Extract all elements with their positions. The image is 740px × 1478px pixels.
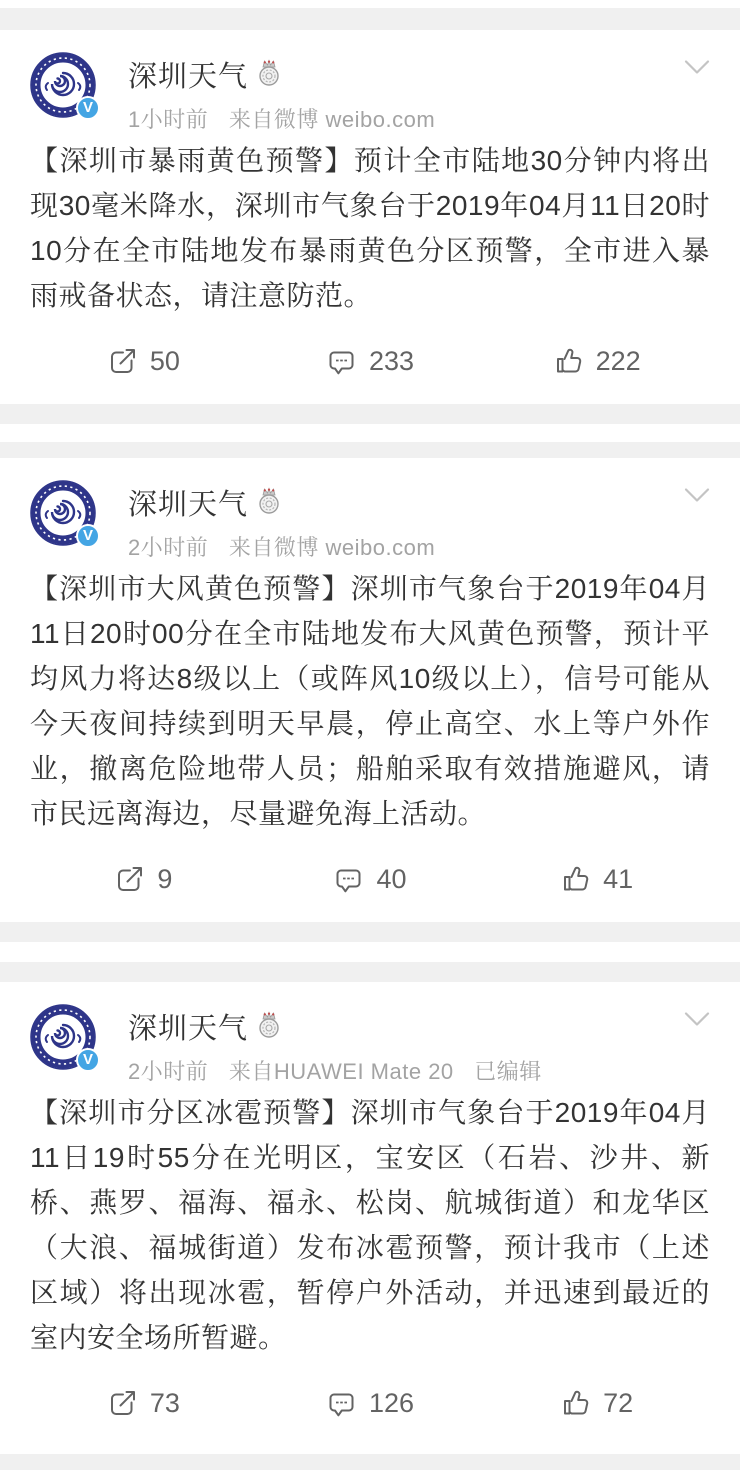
- post-text: 【深圳市大风黄色预警】深圳市气象台于2019年04月11日20时00分在全市陆地发布大风黄色预警，预计平均风力将达8级以上（或阵风10级以上），信号可能从今天夜间持续到明天早晨，停止高空、水上等户外作业，撤离危险地带人员；船舶采取有效措施避风，请市民远离海边，尽量避免海上活动。: [30, 573, 710, 829]
- comment-button[interactable]: [257, 1376, 484, 1430]
- repost-button[interactable]: [30, 1376, 257, 1430]
- action-bar: [30, 326, 710, 396]
- like-icon: [560, 1388, 591, 1418]
- separator: [0, 922, 740, 942]
- like-button[interactable]: [483, 334, 710, 388]
- separator: [0, 1446, 740, 1454]
- separator: [0, 942, 740, 962]
- top-margin: [0, 0, 740, 8]
- separator: [0, 442, 740, 458]
- post-meta: [128, 103, 449, 134]
- repost-count: 9: [157, 863, 173, 894]
- repost-count: 50: [149, 345, 180, 376]
- post-source[interactable]: 来自HUAWEI Mate 20: [228, 1059, 454, 1084]
- verified-badge-icon: V: [76, 1048, 100, 1072]
- repost-button[interactable]: [30, 852, 257, 906]
- author-name[interactable]: 深圳天气: [128, 1013, 249, 1045]
- post-header: [30, 1004, 710, 1084]
- comment-count: 40: [376, 863, 407, 894]
- comment-icon: [326, 346, 357, 376]
- comment-button[interactable]: [257, 852, 484, 906]
- like-button[interactable]: [483, 852, 710, 906]
- comment-count: 126: [368, 1387, 415, 1418]
- avatar[interactable]: [30, 52, 96, 118]
- action-bar: [30, 844, 710, 914]
- post-text: 【深圳市暴雨黄色预警】预计全市陆地30分钟内将出现30毫米降水，深圳市气象台于2019年04月11日20时10分在全市陆地发布暴雨黄色分区预警，全市进入暴雨戒备状态，请注意防范。: [30, 145, 710, 311]
- post-header: [30, 480, 710, 560]
- weibo-post-card: [0, 982, 740, 1446]
- verified-badge-icon: V: [76, 524, 100, 548]
- separator: [0, 8, 740, 30]
- separator: [0, 424, 740, 442]
- repost-icon: [107, 346, 138, 376]
- bottom-margin: [0, 1470, 740, 1478]
- post-time: 2小时前: [128, 535, 209, 560]
- verified-badge-icon: V: [76, 96, 100, 120]
- separator: [0, 1454, 740, 1470]
- separator: [0, 962, 740, 982]
- like-button[interactable]: [483, 1376, 710, 1430]
- post-header: [30, 52, 710, 132]
- repost-icon: [107, 1388, 138, 1418]
- author-block: [128, 1004, 542, 1086]
- post-meta: [128, 1055, 542, 1086]
- like-count: 41: [603, 863, 634, 894]
- repost-icon: [114, 864, 145, 894]
- action-bar: [30, 1368, 710, 1438]
- author-name[interactable]: 深圳天气: [128, 489, 249, 521]
- post-source[interactable]: 来自微博 weibo.com: [228, 107, 436, 132]
- like-icon: [553, 346, 584, 376]
- separator: [0, 404, 740, 424]
- author-name[interactable]: 深圳天气: [128, 61, 249, 93]
- avatar[interactable]: [30, 480, 96, 546]
- medal-icon: [256, 1011, 282, 1038]
- post-text: 【深圳市分区冰雹预警】深圳市气象台于2019年04月11日19时55分在光明区，宝安区（石岩、沙井、新桥、燕罗、福海、福永、松岗、航城街道）和龙华区（大浪、福城街道）发布冰雹预警，预计我市（上述区域）将出现冰雹，暂停户外活动，并迅速到最近的室内安全场所暂避。: [30, 1097, 710, 1353]
- post-meta: [128, 531, 449, 562]
- edited-label: 已编辑: [474, 1059, 542, 1084]
- avatar[interactable]: [30, 1004, 96, 1070]
- weibo-post-card: [0, 458, 740, 922]
- post-source[interactable]: 来自微博 weibo.com: [228, 535, 436, 560]
- chevron-down-icon[interactable]: [684, 1010, 710, 1028]
- like-count: 222: [595, 345, 641, 376]
- chevron-down-icon[interactable]: [684, 486, 710, 504]
- chevron-down-icon[interactable]: [684, 58, 710, 76]
- repost-count: 73: [149, 1387, 180, 1418]
- author-block: [128, 480, 449, 562]
- repost-button[interactable]: [30, 334, 257, 388]
- weibo-post-card: [0, 30, 740, 404]
- comment-count: 233: [368, 345, 415, 376]
- post-time: 1小时前: [128, 107, 209, 132]
- comment-icon: [333, 864, 364, 894]
- comment-button[interactable]: [257, 334, 484, 388]
- post-time: 2小时前: [128, 1059, 209, 1084]
- like-count: 72: [603, 1387, 634, 1418]
- comment-icon: [326, 1388, 357, 1418]
- author-block: [128, 52, 449, 134]
- medal-icon: [256, 487, 282, 514]
- medal-icon: [256, 59, 282, 86]
- like-icon: [560, 864, 591, 894]
